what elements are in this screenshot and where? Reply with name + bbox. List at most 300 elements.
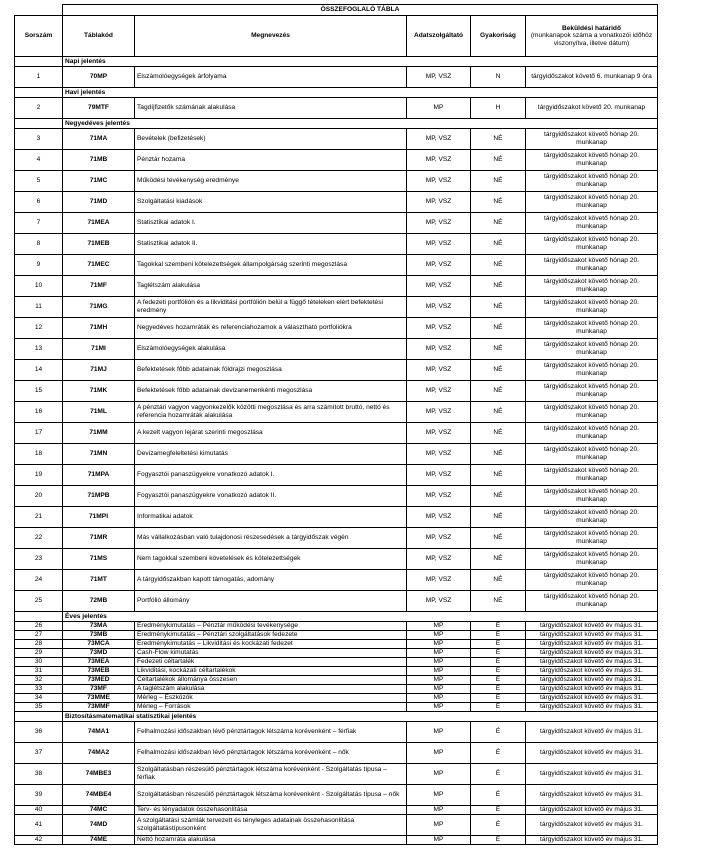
row-frequency: N — [471, 67, 526, 88]
row-provider: MP — [407, 631, 471, 640]
table-row — [15, 150, 658, 171]
row-name: A pénztári vagyon vagyonkezelők közötti megoszlása és arra számított bruttó, nettó és referencia hozamráták alakulása — [135, 402, 407, 423]
row-deadline: tárgyidőszakot követő év május 31. — [526, 667, 658, 676]
row-number: 21 — [15, 507, 63, 528]
row-frequency: É — [471, 685, 526, 694]
row-name: Negyedéves hozamráták és referenciahozamok a választható portfoliókra — [135, 318, 407, 339]
row-frequency: É — [471, 676, 526, 685]
row-name: Taglétszám alakulása — [135, 276, 407, 297]
row-frequency: NÉ — [471, 129, 526, 150]
row-provider: MP, VSZ — [407, 402, 471, 423]
row-code: 73MEA — [63, 658, 135, 667]
row-provider: MP — [407, 658, 471, 667]
row-provider: MP — [407, 640, 471, 649]
row-deadline: tárgyidőszakot követő év május 31. — [526, 836, 658, 845]
row-deadline: tárgyidőszakot követő év május 31. — [526, 785, 658, 806]
row-frequency: NÉ — [471, 570, 526, 591]
row-deadline: tárgyidőszakot követő hónap 20. munkanap — [526, 444, 658, 465]
table-row — [15, 836, 658, 845]
section-title: Biztosításmatematikai statisztikai jelentés — [63, 712, 658, 722]
row-code: 71MD — [63, 192, 135, 213]
row-number: 28 — [15, 640, 63, 649]
row-frequency: NÉ — [471, 423, 526, 444]
row-deadline: tárgyidőszakot követő év május 31. — [526, 658, 658, 667]
row-frequency: É — [471, 667, 526, 676]
row-number: 9 — [15, 255, 63, 276]
row-number: 19 — [15, 465, 63, 486]
row-code: 71MT — [63, 570, 135, 591]
row-number: 4 — [15, 150, 63, 171]
table-row — [15, 255, 658, 276]
row-frequency: É — [471, 743, 526, 764]
table-row — [15, 658, 658, 667]
row-provider: MP, VSZ — [407, 213, 471, 234]
row-code: 71MF — [63, 276, 135, 297]
row-code: 71MH — [63, 318, 135, 339]
row-frequency: É — [471, 703, 526, 712]
row-number: 10 — [15, 276, 63, 297]
row-name: Fogyasztói panaszügyekre vonatkozó adatok II. — [135, 486, 407, 507]
row-frequency: É — [471, 631, 526, 640]
row-number: 12 — [15, 318, 63, 339]
row-provider: MP, VSZ — [407, 150, 471, 171]
row-code: 74MA2 — [63, 743, 135, 764]
row-provider: MP, VSZ — [407, 276, 471, 297]
row-name: Eredménykimutatás – Pénztár működési tevékenysége — [135, 622, 407, 631]
row-number: 34 — [15, 694, 63, 703]
row-provider: MP — [407, 703, 471, 712]
row-deadline: tárgyidőszakot követő hónap 20. munkanap — [526, 423, 658, 444]
header-name: Megnevezés — [135, 16, 407, 57]
row-provider: MP, VSZ — [407, 234, 471, 255]
section-blank-cell — [15, 88, 63, 98]
table-row — [15, 465, 658, 486]
row-provider: MP, VSZ — [407, 67, 471, 88]
row-name: Elszámolóegységek árfolyama — [135, 67, 407, 88]
table-row — [15, 722, 658, 743]
table-row — [15, 297, 658, 318]
table-row — [15, 743, 658, 764]
row-number: 30 — [15, 658, 63, 667]
row-code: 74MA1 — [63, 722, 135, 743]
table-row — [15, 507, 658, 528]
row-name: Nettó hozamráta alakulása — [135, 836, 407, 845]
row-name: A fedezeti portfólión és a likviditási portfólión belül a függő tételeken elért befektetési eredmény — [135, 297, 407, 318]
row-code: 71MG — [63, 297, 135, 318]
table-row — [15, 764, 658, 785]
row-name: Tagokkal szembeni kötelezettségek állampolgárság szerinti megoszlása — [135, 255, 407, 276]
row-code: 71MS — [63, 549, 135, 570]
row-name: Likviditási, kockázati céltartalékok — [135, 667, 407, 676]
row-name: Mérleg – Források — [135, 703, 407, 712]
row-name: Devizamegfeleltetési kimutatás — [135, 444, 407, 465]
row-name: Fedezeti céltartalék — [135, 658, 407, 667]
row-provider: MP — [407, 722, 471, 743]
row-deadline: tárgyidőszakot követő év május 31. — [526, 694, 658, 703]
table-row — [15, 806, 658, 815]
row-code: 79MTF — [63, 98, 135, 119]
row-name: Statisztikai adatok I. — [135, 213, 407, 234]
row-provider: MP — [407, 667, 471, 676]
table-row — [15, 402, 658, 423]
row-code: 71MPA — [63, 465, 135, 486]
section-blank-cell — [15, 119, 63, 129]
section-row — [15, 712, 658, 722]
row-frequency: É — [471, 836, 526, 845]
row-provider: MP, VSZ — [407, 255, 471, 276]
section-blank-cell — [15, 712, 63, 722]
header-deadline-note: (munkanapok száma a vonatkozói időhöz viszonyítva, illetve dátum) — [530, 32, 653, 47]
row-deadline: tárgyidőszakot követő év május 31. — [526, 622, 658, 631]
row-frequency: NÉ — [471, 150, 526, 171]
row-provider: MP, VSZ — [407, 444, 471, 465]
row-deadline: tárgyidőszakot követő hónap 20. munkanap — [526, 465, 658, 486]
row-frequency: NÉ — [471, 192, 526, 213]
row-provider: MP — [407, 743, 471, 764]
row-frequency: É — [471, 640, 526, 649]
row-provider: MP — [407, 785, 471, 806]
row-code: 71MM — [63, 423, 135, 444]
row-number: 33 — [15, 685, 63, 694]
row-code: 71ML — [63, 402, 135, 423]
row-code: 73MA — [63, 622, 135, 631]
row-deadline: tárgyidőszakot követő év május 31. — [526, 640, 658, 649]
row-provider: MP, VSZ — [407, 549, 471, 570]
row-provider: MP, VSZ — [407, 360, 471, 381]
row-code: 71MEB — [63, 234, 135, 255]
row-number: 20 — [15, 486, 63, 507]
row-frequency: É — [471, 722, 526, 743]
row-provider: MP, VSZ — [407, 570, 471, 591]
row-number: 36 — [15, 722, 63, 743]
row-name: Nem tagokkal szembeni követelések és kötelezettségek — [135, 549, 407, 570]
row-name: Felhalmozási időszakban lévő pénztártagok létszáma korévenként – nők — [135, 743, 407, 764]
row-name: Működési tevékenység eredménye — [135, 171, 407, 192]
table-row — [15, 649, 658, 658]
row-name: Felhalmozási időszakban lévő pénztártagok létszáma korévenként – férfiak — [135, 722, 407, 743]
row-frequency: NÉ — [471, 402, 526, 423]
row-frequency: É — [471, 785, 526, 806]
row-name: Elszámolóegységek alakulása — [135, 339, 407, 360]
row-provider: MP, VSZ — [407, 297, 471, 318]
row-deadline: tárgyidőszakot követő hónap 20. munkanap — [526, 150, 658, 171]
row-frequency: NÉ — [471, 276, 526, 297]
row-deadline: tárgyidőszakot követő hónap 20. munkanap — [526, 486, 658, 507]
row-frequency: NÉ — [471, 528, 526, 549]
table-row — [15, 67, 658, 88]
table-row — [15, 622, 658, 631]
row-name: A taglétszám alakulása — [135, 685, 407, 694]
row-name: Mérleg – Eszközök — [135, 694, 407, 703]
row-frequency: É — [471, 806, 526, 815]
row-code: 73MCA — [63, 640, 135, 649]
row-name: Fogyasztói panaszügyekre vonatkozó adatok I. — [135, 465, 407, 486]
row-provider: MP — [407, 622, 471, 631]
table-row — [15, 423, 658, 444]
row-number: 5 — [15, 171, 63, 192]
row-name: Szolgáltatásban részesülő pénztártagok létszáma korévenként - Szolgáltatás típusa – nők — [135, 785, 407, 806]
row-code: 71MPB — [63, 486, 135, 507]
row-deadline: tárgyidőszakot követő év május 31. — [526, 685, 658, 694]
row-name: A tárgyidőszakban kapott támogatás, adomány — [135, 570, 407, 591]
table-row — [15, 694, 658, 703]
section-title: Napi jelentés — [63, 57, 658, 67]
row-provider: MP, VSZ — [407, 339, 471, 360]
section-row — [15, 119, 658, 129]
table-row — [15, 549, 658, 570]
table-row — [15, 444, 658, 465]
row-name: Befektetések főbb adatainak földrajzi megoszlása — [135, 360, 407, 381]
header-provider: Adatszolgáltató — [407, 16, 471, 57]
table-title: ÖSSZEFOGLALÓ TÁBLA — [63, 5, 658, 16]
row-frequency: É — [471, 649, 526, 658]
row-deadline: tárgyidőszakot követő év május 31. — [526, 722, 658, 743]
row-code: 71MEC — [63, 255, 135, 276]
table-row — [15, 570, 658, 591]
table-row — [15, 339, 658, 360]
table-row — [15, 98, 658, 119]
row-frequency: NÉ — [471, 549, 526, 570]
table-row — [15, 318, 658, 339]
row-deadline: tárgyidőszakot követő 20. munkanap — [526, 98, 658, 119]
row-number: 23 — [15, 549, 63, 570]
row-name: Tagdíjfizetők számának alakulása — [135, 98, 407, 119]
table-row — [15, 640, 658, 649]
row-number: 29 — [15, 649, 63, 658]
row-number: 17 — [15, 423, 63, 444]
section-row — [15, 57, 658, 67]
row-code: 73MMF — [63, 703, 135, 712]
row-frequency: NÉ — [471, 507, 526, 528]
row-code: 71MK — [63, 381, 135, 402]
header-code: Táblakód — [63, 16, 135, 57]
row-provider: MP — [407, 676, 471, 685]
row-deadline: tárgyidőszakot követő év május 31. — [526, 743, 658, 764]
row-deadline: tárgyidőszakot követő hónap 20. munkanap — [526, 255, 658, 276]
table-row — [15, 685, 658, 694]
row-frequency: NÉ — [471, 318, 526, 339]
row-deadline: tárgyidőszakot követő hónap 20. munkanap — [526, 171, 658, 192]
row-code: 71MJ — [63, 360, 135, 381]
row-frequency: NÉ — [471, 444, 526, 465]
row-provider: MP, VSZ — [407, 171, 471, 192]
table-row — [15, 129, 658, 150]
header-deadline-title: Beküldési határidő — [562, 24, 621, 32]
row-code: 73MME — [63, 694, 135, 703]
section-title: Éves jelentés — [63, 612, 658, 622]
row-code: 73MEB — [63, 667, 135, 676]
row-deadline: tárgyidőszakot követő hónap 20. munkanap — [526, 234, 658, 255]
row-code: 71MN — [63, 444, 135, 465]
row-number: 18 — [15, 444, 63, 465]
row-number: 26 — [15, 622, 63, 631]
row-number: 11 — [15, 297, 63, 318]
row-deadline: tárgyidőszakot követő hónap 20. munkanap — [526, 507, 658, 528]
row-deadline: tárgyidőszakot követő hónap 20. munkanap — [526, 528, 658, 549]
row-frequency: H — [471, 98, 526, 119]
header-number: Sorszám — [15, 16, 63, 57]
table-row — [15, 667, 658, 676]
row-provider: MP — [407, 836, 471, 845]
row-number: 7 — [15, 213, 63, 234]
row-deadline: tárgyidőszakot követő év május 31. — [526, 806, 658, 815]
row-frequency: É — [471, 658, 526, 667]
table-row — [15, 528, 658, 549]
section-blank-cell — [15, 612, 63, 622]
row-deadline: tárgyidőszakot követő hónap 20. munkanap — [526, 360, 658, 381]
row-deadline: tárgyidőszakot követő hónap 20. munkanap — [526, 402, 658, 423]
row-number: 3 — [15, 129, 63, 150]
row-frequency: É — [471, 694, 526, 703]
row-code: 71MPI — [63, 507, 135, 528]
row-provider: MP, VSZ — [407, 129, 471, 150]
row-name: Terv- és tényadatok összehasonlítása — [135, 806, 407, 815]
row-name: Szolgáltatásban részesülő pénztártagok létszáma korévenként - Szolgáltatás típusa – férfiak — [135, 764, 407, 785]
section-row — [15, 612, 658, 622]
row-number: 37 — [15, 743, 63, 764]
row-code: 71MEA — [63, 213, 135, 234]
row-code: 73MB — [63, 631, 135, 640]
corner-blank — [15, 5, 63, 16]
row-number: 35 — [15, 703, 63, 712]
row-name: Portfólió állomány — [135, 591, 407, 612]
row-code: 74MBE4 — [63, 785, 135, 806]
row-name: Eredménykimutatás – Likviditási és kockázati fedezet — [135, 640, 407, 649]
table-row — [15, 676, 658, 685]
row-name: Céltartalékok állománya összesen — [135, 676, 407, 685]
row-number: 8 — [15, 234, 63, 255]
row-frequency: NÉ — [471, 171, 526, 192]
row-deadline: tárgyidőszakot követő év május 31. — [526, 649, 658, 658]
row-frequency: NÉ — [471, 297, 526, 318]
row-deadline: tárgyidőszakot követő év május 31. — [526, 703, 658, 712]
row-number: 31 — [15, 667, 63, 676]
section-title: Havi jelentés — [63, 88, 658, 98]
row-frequency: NÉ — [471, 360, 526, 381]
row-number: 6 — [15, 192, 63, 213]
row-number: 24 — [15, 570, 63, 591]
row-name: Cash-Flow kimutatás — [135, 649, 407, 658]
row-code: 74ME — [63, 836, 135, 845]
row-frequency: NÉ — [471, 339, 526, 360]
row-deadline: tárgyidőszakot követő hónap 20. munkanap — [526, 213, 658, 234]
section-row — [15, 88, 658, 98]
row-code: 73MED — [63, 676, 135, 685]
section-title: Negyedéves jelentés — [63, 119, 658, 129]
row-frequency: NÉ — [471, 465, 526, 486]
row-frequency: NÉ — [471, 381, 526, 402]
row-name: Szolgáltatási kiadások — [135, 192, 407, 213]
row-code: 74MD — [63, 815, 135, 836]
table-row — [15, 213, 658, 234]
row-provider: MP, VSZ — [407, 423, 471, 444]
row-number: 16 — [15, 402, 63, 423]
table-row — [15, 276, 658, 297]
table-row — [15, 591, 658, 612]
row-code: 72MB — [63, 591, 135, 612]
row-frequency: NÉ — [471, 591, 526, 612]
row-code: 70MP — [63, 67, 135, 88]
row-name: A kezelt vagyon lejárat szerinti megoszlása — [135, 423, 407, 444]
row-deadline: tárgyidőszakot követő hónap 20. munkanap — [526, 549, 658, 570]
row-frequency: É — [471, 622, 526, 631]
row-deadline: tárgyidőszakot követő hónap 20. munkanap — [526, 276, 658, 297]
row-number: 42 — [15, 836, 63, 845]
row-deadline: tárgyidőszakot követő 6. munkanap 9 óra — [526, 67, 658, 88]
row-name: Bevételek (befizetések) — [135, 129, 407, 150]
row-provider: MP — [407, 815, 471, 836]
table-body — [15, 57, 658, 845]
row-code: 71MR — [63, 528, 135, 549]
row-number: 25 — [15, 591, 63, 612]
row-deadline: tárgyidőszakot követő év május 31. — [526, 676, 658, 685]
row-provider: MP, VSZ — [407, 591, 471, 612]
table-row — [15, 234, 658, 255]
row-number: 22 — [15, 528, 63, 549]
row-provider: MP — [407, 694, 471, 703]
row-provider: MP — [407, 649, 471, 658]
row-deadline: tárgyidőszakot követő hónap 20. munkanap — [526, 129, 658, 150]
row-provider: MP — [407, 806, 471, 815]
table-row — [15, 703, 658, 712]
row-code: 71MB — [63, 150, 135, 171]
row-name: Befektetések főbb adatainak devizanemenkénti megoszlása — [135, 381, 407, 402]
row-number: 14 — [15, 360, 63, 381]
row-deadline: tárgyidőszakot követő hónap 20. munkanap — [526, 381, 658, 402]
summary-table — [14, 4, 658, 845]
row-code: 73MF — [63, 685, 135, 694]
row-name: A szolgáltatási számlák tervezett és tényleges adatainak összehasonlítása szolgáltatástípusonként — [135, 815, 407, 836]
header-frequency: Gyakoriság — [471, 16, 526, 57]
row-provider: MP, VSZ — [407, 381, 471, 402]
row-name: Eredménykimutatás – Pénztári szolgáltatások fedezete — [135, 631, 407, 640]
row-deadline: tárgyidőszakot követő év május 31. — [526, 764, 658, 785]
row-deadline: tárgyidőszakot követő hónap 20. munkanap — [526, 570, 658, 591]
row-code: 71MC — [63, 171, 135, 192]
row-code: 74MBE3 — [63, 764, 135, 785]
table-row — [15, 192, 658, 213]
row-code: 74MC — [63, 806, 135, 815]
row-code: 71MI — [63, 339, 135, 360]
row-number: 15 — [15, 381, 63, 402]
row-number: 41 — [15, 815, 63, 836]
row-number: 27 — [15, 631, 63, 640]
table-row — [15, 631, 658, 640]
row-number: 2 — [15, 98, 63, 119]
header-deadline — [526, 16, 658, 57]
table-row — [15, 171, 658, 192]
row-deadline: tárgyidőszakot követő év május 31. — [526, 815, 658, 836]
row-provider: MP, VSZ — [407, 318, 471, 339]
row-deadline: tárgyidőszakot követő hónap 20. munkanap — [526, 297, 658, 318]
row-number: 32 — [15, 676, 63, 685]
row-number: 38 — [15, 764, 63, 785]
row-frequency: É — [471, 764, 526, 785]
row-name: Informatikai adatok — [135, 507, 407, 528]
row-provider: MP, VSZ — [407, 528, 471, 549]
row-name: Más vállalkozásban való tulajdonosi részesedések a tárgyidőszak végén — [135, 528, 407, 549]
table-row — [15, 486, 658, 507]
table-row — [15, 785, 658, 806]
row-name: Statisztikai adatok II. — [135, 234, 407, 255]
row-number: 39 — [15, 785, 63, 806]
row-number: 13 — [15, 339, 63, 360]
row-provider: MP — [407, 764, 471, 785]
row-deadline: tárgyidőszakot követő hónap 20. munkanap — [526, 591, 658, 612]
row-deadline: tárgyidőszakot követő hónap 20. munkanap — [526, 339, 658, 360]
row-provider: MP, VSZ — [407, 465, 471, 486]
row-provider: MP, VSZ — [407, 486, 471, 507]
